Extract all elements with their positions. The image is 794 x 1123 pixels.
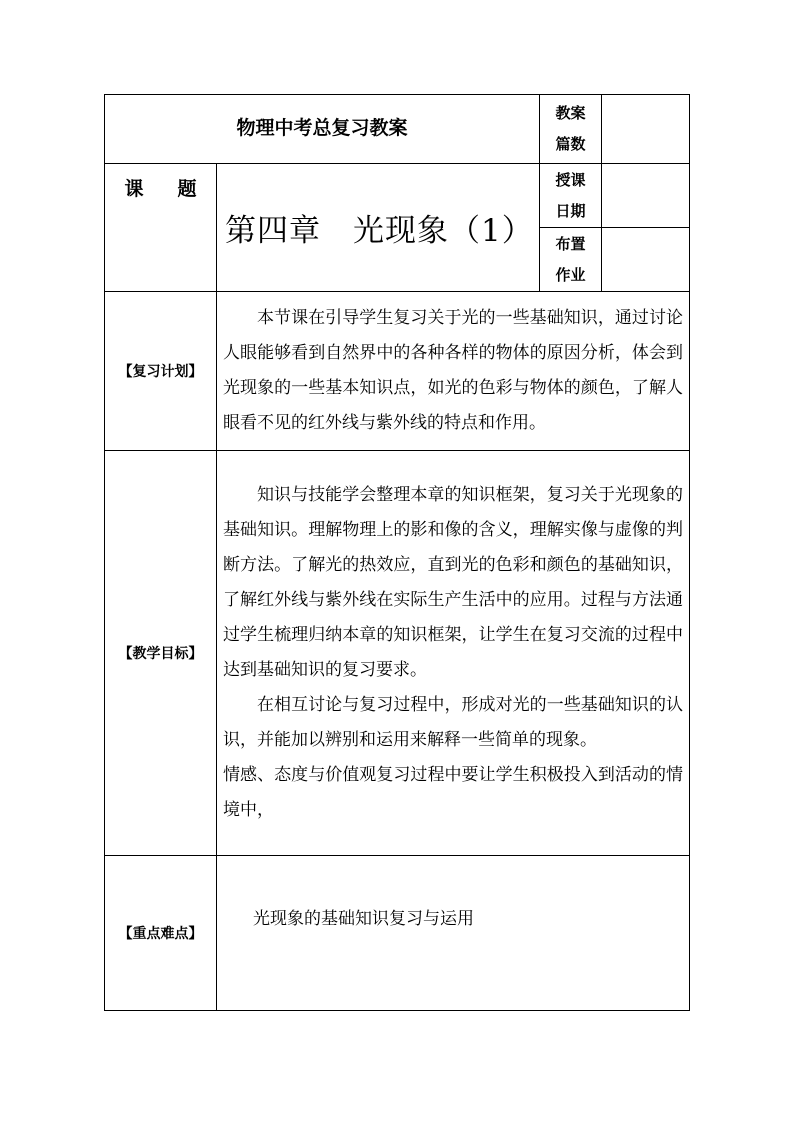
teaching-goals-content [217, 451, 690, 856]
chapter-title-cell [217, 164, 540, 292]
lesson-count-label-line1: 教案 [555, 104, 586, 122]
review-plan-text: 本节课在引导学生复习关于光的一些基础知识，通过讨论人眼能够看到自然界中的各种各样的物体的原因分析，体会到光现象的一些基本知识点，如光的色彩与物体的颜色，了解人眼看不见的红外线与紫外线的特点和作用。 [223, 308, 684, 433]
teaching-date-value [602, 164, 690, 228]
subject-label-cell [105, 164, 217, 292]
key-points-label: 【重点难点】 [118, 926, 203, 942]
teaching-goals-row [105, 451, 690, 856]
subject-label-a: 课 [124, 178, 144, 200]
review-plan-row [105, 292, 690, 451]
teaching-goals-label-cell [105, 451, 217, 856]
document-title-cell [105, 95, 540, 164]
teaching-goals-label: 【教学目标】 [118, 646, 203, 662]
teaching-goals-paragraph-1: 知识与技能学会整理本章的知识框架，复习关于光现象的基础知识。理解物理上的影和像的含义，理解实像与虚像的判断方法。了解光的热效应，直到光的色彩和颜色的基础知识，了解红外线与紫外线在实际生产生活中的应用。过程与方法通过学生梳理归纳本章的知识框架，让学生在复习交流的过程中达到基础知识的复习要求。 [223, 485, 684, 680]
key-points-content [217, 856, 690, 1011]
homework-value [602, 228, 690, 292]
review-plan-label-cell [105, 292, 217, 451]
header-row [105, 95, 690, 164]
chapter-title: 第四章 光现象（1） [225, 213, 534, 249]
teaching-date-label-line2: 日期 [555, 201, 586, 220]
key-points-row [105, 856, 690, 1011]
lesson-count-value [602, 95, 690, 164]
document-title: 物理中考总复习教案 [236, 116, 408, 139]
subject-label-b: 题 [177, 178, 197, 200]
review-plan-content [217, 292, 690, 451]
teaching-goals-paragraph-3: 情感、态度与价值观复习过程中要让学生积极投入到活动的情境中， [223, 765, 684, 820]
key-points-label-cell [105, 856, 217, 1011]
teaching-date-label [540, 164, 602, 228]
review-plan-label: 【复习计划】 [118, 364, 203, 380]
subject-row-1 [105, 164, 690, 228]
key-points-text: 光现象的基础知识复习与运用 [253, 908, 474, 929]
homework-label-line1: 布置 [555, 234, 586, 253]
lesson-plan-table [104, 94, 690, 1011]
homework-label-line2: 作业 [555, 265, 586, 284]
teaching-date-label-line1: 授课 [555, 170, 586, 189]
lesson-count-label [540, 95, 602, 164]
homework-label [540, 228, 602, 292]
teaching-goals-paragraph-2: 在相互讨论与复习过程中，形成对光的一些基础知识的认识，并能加以辨别和运用来解释一些简单的现象。 [223, 695, 684, 750]
lesson-count-label-line2: 篇数 [555, 135, 586, 153]
